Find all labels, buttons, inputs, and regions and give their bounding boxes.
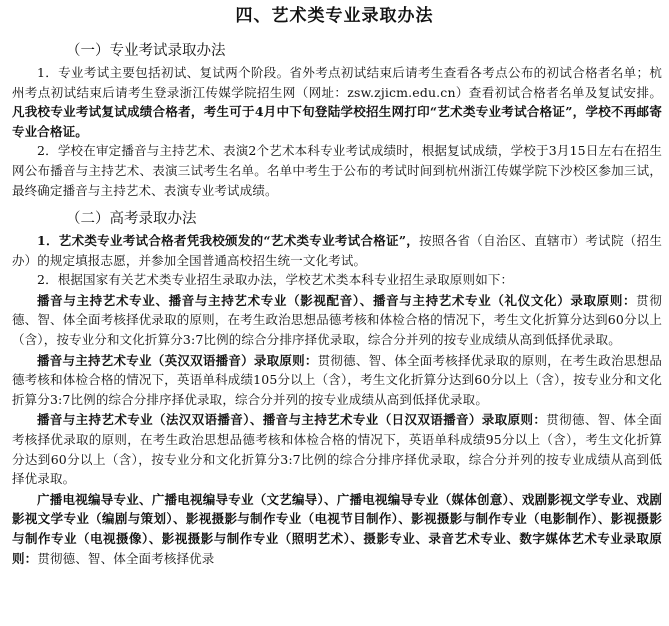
rule-text: 贯彻德、智、体全面考核择优录取的原则，在考生政治思想品德考核和体检合格的情况下，英语单科成绩105分以上（含），考生文化折算分达到60分以上（含），按专业分和文化折算分3:7比例的综合分排序择优录取，综合分并列的按专业成绩从高到低择优录取。 (12, 352, 662, 407)
section-heading: （二）高考录取办法 (66, 211, 197, 227)
rule-text: 贯彻德、智、体全面考核择优录取的原则，在考生政治思想品德考核和体检合格的情况下，英语单科成绩95分以上（含），考生文化折算分达到60分以上（含），按专业分和文化折算分3:7比例的综合分排序择优录取，综合分并列的按专业成绩从高到低择优录取。 (12, 412, 662, 487)
emphasis-text: 凡我校专业考试复试成绩合格者，考生可于4月中下旬登陆学校招生网打印“艺术类专业考试合格证”，学校不再邮寄专业合格证。 (12, 104, 662, 139)
admission-rule (12, 490, 662, 568)
paragraph (12, 231, 662, 270)
admission-rule (12, 291, 662, 350)
rule-label: 播音与主持艺术专业（英汉双语播音）录取原则： (37, 352, 318, 368)
admission-rule (12, 351, 662, 410)
paragraph (12, 63, 662, 141)
section-heading: （一）专业考试录取办法 (66, 43, 226, 59)
rule-label: 广播电视编导专业、广播电视编导专业（文艺编导）、广播电视编导专业（媒体创意）、戏剧影视文学专业、戏剧影视文学专业（编剧与策划）、影视摄影与制作专业（电视节目制作）、影视摄影与制作专业（电影制作）、影视摄影与制作专业（电视摄像）、影视摄影与制作专业（照明艺术）、摄影专业、录音艺术专业、数字媒体艺术专业录取原则： (12, 491, 662, 566)
rule-text: 贯彻德、智、体全面考核择优录 (37, 550, 215, 566)
admission-rule (12, 410, 662, 488)
section-gaokao-admission (12, 209, 662, 568)
emphasis-text: 1．艺术类专业考试合格者凭我校颁发的“艺术类专业考试合格证”， (37, 233, 420, 248)
rule-label: 播音与主持艺术专业、播音与主持艺术专业（影视配音）、播音与主持艺术专业（礼仪文化）录取原则： (37, 292, 637, 308)
document-title: 四、艺术类专业录取办法 (235, 6, 434, 26)
rule-label: 播音与主持艺术专业（法汉双语播音）、播音与主持艺术专业（日汉双语播音）录取原则： (37, 412, 547, 428)
section-professional-exam (12, 41, 662, 200)
paragraph-text: 按照各省（自治区、直辖市）考试院（招生办）的规定填报志愿，并参加全国普通高校招生统一文化考试。 (12, 233, 662, 268)
paragraph: 2．学校在审定播音与主持艺术、表演2个艺术本科专业考试成绩时，根据复试成绩，学校于3月15日左右在招生网公布播音与主持艺术、表演三试考生名单。名单中考生于公布的考试时间到杭州浙江传媒学院下沙校区参加三试，最终确定播音与主持艺术、表演专业考试成绩。 (12, 143, 662, 198)
paragraph-text: 1．专业考试主要包括初试、复试两个阶段。省外考点初试结束后请考生查看各考点公布的初试合格者名单；杭州考点初试结束后请考生登录浙江传媒学院招生网（网址：zsw.zjicm.edu.cn）查看初试合格者名单及复试安排。 (12, 65, 662, 100)
rule-text: 贯彻德、智、体全面考核择优录取的原则，在考生政治思想品德考核和体检合格的情况下，考生文化折算分达到60分以上（含），按专业分和文化折算分3:7比例的综合分排序择优录取，综合分并列的按专业成绩从高到低择优录取。 (12, 292, 662, 347)
paragraph: 2．根据国家有关艺术类专业招生录取办法，学校艺术类本科专业招生录取原则如下： (37, 272, 514, 288)
